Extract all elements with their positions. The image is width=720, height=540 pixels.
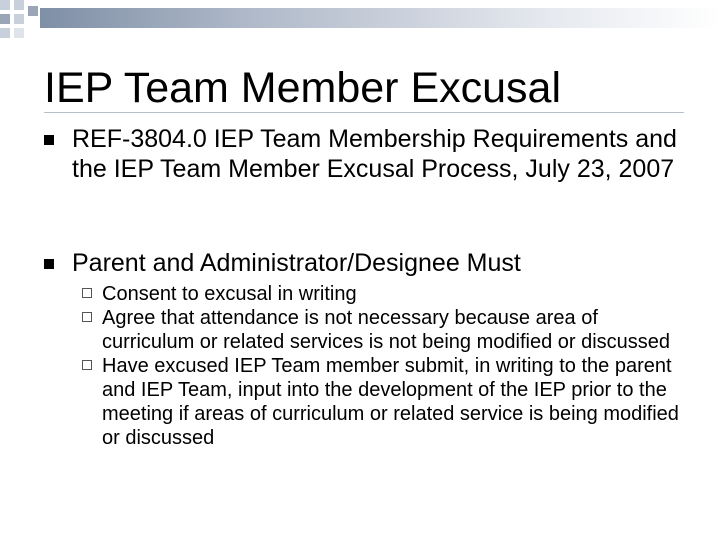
bullet-2-text: Parent and Administrator/Designee Must — [72, 249, 521, 277]
sub-bullet-text: Have excused IEP Team member submit, in writing to the parent and IEP Team, input into the development of the IEP prior to the meeting if areas of curriculum or related service is being modified or discussed — [102, 355, 679, 449]
decor-square — [0, 14, 10, 24]
decor-square — [0, 0, 10, 10]
header-gradient-bar — [40, 8, 720, 28]
sub-bullet-item — [82, 282, 682, 306]
bullet-square-icon — [44, 135, 54, 145]
decor-square — [14, 14, 24, 24]
title-divider — [44, 112, 684, 113]
checkbox-square-icon — [82, 312, 92, 322]
sub-bullet-list — [82, 282, 682, 450]
sub-bullet-text: Agree that attendance is not necessary because area of curriculum or related services is not being modified or discussed — [102, 307, 671, 353]
decor-square — [14, 28, 24, 38]
bullet-1-text: REF-3804.0 IEP Team Membership Requirements and the IEP Team Member Excusal Process, July 23, 2007 — [72, 125, 677, 183]
checkbox-square-icon — [82, 288, 92, 298]
bullet-square-icon — [44, 259, 54, 269]
decor-square — [14, 0, 24, 10]
checkbox-square-icon — [82, 360, 92, 370]
header-decoration — [0, 0, 720, 48]
decor-square — [28, 6, 38, 16]
slide-title: IEP Team Member Excusal — [44, 64, 562, 112]
sub-bullet-text: Consent to excusal in writing — [102, 283, 357, 305]
sub-bullet-item — [82, 306, 682, 354]
decor-square — [0, 28, 10, 38]
sub-bullet-item — [82, 354, 682, 450]
